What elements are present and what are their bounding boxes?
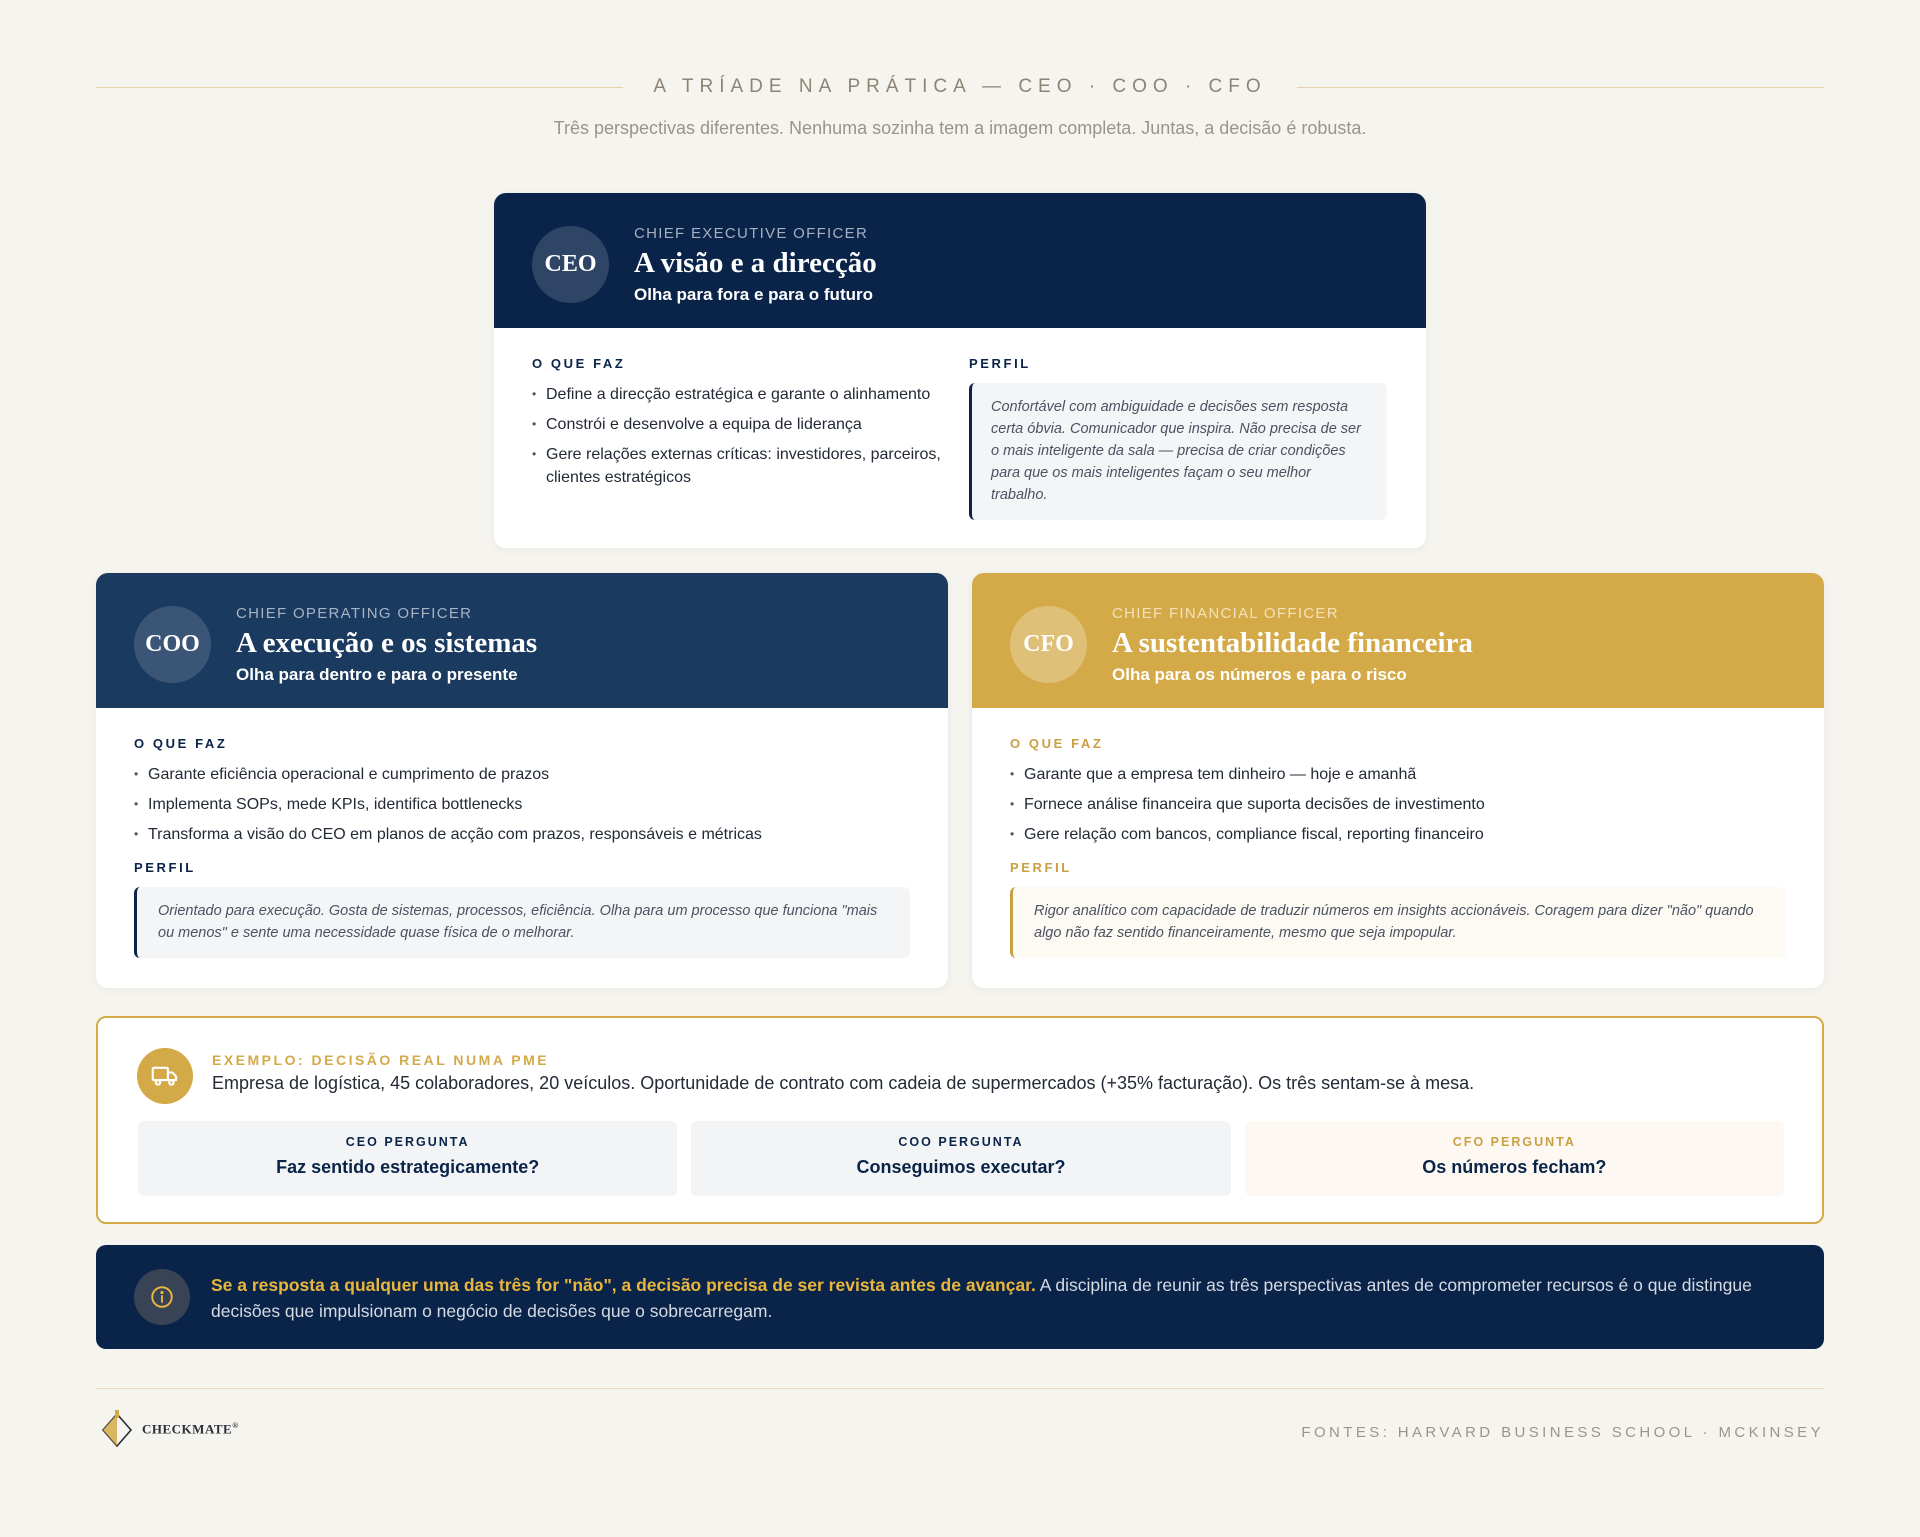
coo-header-text bbox=[236, 605, 537, 685]
list-item: • Garante que a empresa tem dinheiro — hoje e amanhã bbox=[1010, 763, 1786, 786]
coo-subtitle: Olha para dentro e para o presente bbox=[236, 664, 518, 684]
ceo-badge: CEO bbox=[532, 226, 609, 303]
coo-question-text: Conseguimos executar? bbox=[856, 1157, 1066, 1177]
coo-question-label: COO PERGUNTA bbox=[898, 1135, 1024, 1149]
ceo-does-section bbox=[532, 356, 942, 496]
coo-does-list bbox=[134, 763, 910, 846]
cfo-badge: CFO bbox=[1010, 606, 1087, 683]
list-item: • Fornece análise financeira que suporta decisões de investimento bbox=[1010, 793, 1786, 816]
note-box bbox=[96, 1245, 1824, 1349]
ceo-question-text: Faz sentido estrategicamente? bbox=[276, 1157, 540, 1177]
logo-text: CHECKMATE® bbox=[142, 1420, 239, 1437]
coo-card-header bbox=[96, 573, 948, 708]
ceo-card bbox=[494, 193, 1426, 548]
header-title-row bbox=[96, 76, 1824, 98]
ceo-does-list bbox=[532, 383, 942, 489]
list-item: • Garante eficiência operacional e cumprimento de prazos bbox=[134, 763, 910, 786]
coo-card-body bbox=[134, 708, 910, 958]
coo-card bbox=[96, 573, 948, 988]
ceo-does-label: O QUE FAZ bbox=[532, 356, 626, 371]
cfo-question-text: Os números fecham? bbox=[1422, 1157, 1607, 1177]
truck-icon bbox=[137, 1048, 193, 1104]
list-item: • Transforma a visão do CEO em planos de acção com prazos, responsáveis e métricas bbox=[134, 823, 910, 846]
ceo-profile-section bbox=[969, 356, 1387, 520]
coo-profile-quote: Orientado para execução. Gosta de sistemas, processos, eficiência. Olha para um processo que funciona "mais ou menos" e sente uma necessidade quase física de o melhorar. bbox=[134, 887, 910, 958]
example-box bbox=[96, 1016, 1824, 1224]
cfo-question-box bbox=[1245, 1121, 1784, 1196]
info-icon bbox=[134, 1269, 190, 1325]
list-item: • Implementa SOPs, mede KPIs, identifica bottlenecks bbox=[134, 793, 910, 816]
ceo-header-text bbox=[634, 225, 877, 305]
page bbox=[96, 0, 1824, 1537]
coo-does-label: O QUE FAZ bbox=[134, 736, 228, 751]
header-divider-right bbox=[1297, 87, 1824, 88]
ceo-profile-label: PERFIL bbox=[969, 356, 1031, 371]
header-divider-left bbox=[96, 87, 623, 88]
cfo-profile-label: PERFIL bbox=[1010, 860, 1072, 875]
note-text bbox=[211, 1272, 1791, 1324]
ceo-card-header bbox=[494, 193, 1426, 328]
cfo-role: CHIEF FINANCIAL OFFICER bbox=[1112, 605, 1339, 622]
cfo-card-header bbox=[972, 573, 1824, 708]
cfo-does-list bbox=[1010, 763, 1786, 846]
ceo-title: A visão e a direcção bbox=[634, 247, 877, 279]
sources-text: FONTES: HARVARD BUSINESS SCHOOL · MCKINSEY bbox=[1301, 1424, 1824, 1441]
example-text: Empresa de logística, 45 colaboradores, 20 veículos. Oportunidade de contrato com cadeia de supermercados (+35% facturação). Os três sentam-se à mesa. bbox=[212, 1073, 1475, 1093]
cfo-question-label: CFO PERGUNTA bbox=[1452, 1135, 1576, 1149]
list-item: • Constrói e desenvolve a equipa de liderança bbox=[532, 413, 942, 436]
cfo-card bbox=[972, 573, 1824, 988]
ceo-question-label: CEO PERGUNTA bbox=[345, 1135, 470, 1149]
ceo-question-box bbox=[138, 1121, 677, 1196]
header bbox=[96, 76, 1824, 139]
cfo-header-text bbox=[1112, 605, 1473, 685]
cfo-card-body bbox=[1010, 708, 1786, 958]
coo-role: CHIEF OPERATING OFFICER bbox=[236, 605, 473, 622]
coo-badge: COO bbox=[134, 606, 211, 683]
ceo-profile-quote: Confortável com ambiguidade e decisões sem resposta certa óbvia. Comunicador que inspira. Não precisa de ser o mais inteligente da sala — precisa de criar condições para que os mais inteligentes façam o seu melhor trabalho. bbox=[969, 383, 1387, 520]
cfo-title: A sustentabilidade financeira bbox=[1112, 627, 1473, 659]
cfo-subtitle: Olha para os números e para o risco bbox=[1112, 664, 1407, 684]
footer-logo bbox=[100, 1410, 239, 1448]
ceo-role: CHIEF EXECUTIVE OFFICER bbox=[634, 225, 869, 242]
coo-question-box bbox=[691, 1121, 1230, 1196]
page-subtitle: Três perspectivas diferentes. Nenhuma sozinha tem a imagem completa. Juntas, a decisão é robusta. bbox=[553, 118, 1367, 138]
example-label: EXEMPLO: DECISÃO REAL NUMA PME bbox=[212, 1052, 550, 1068]
page-title: A TRÍADE NA PRÁTICA — CEO · COO · CFO bbox=[653, 76, 1267, 97]
question-row bbox=[138, 1121, 1784, 1196]
footer-divider bbox=[96, 1388, 1824, 1389]
coo-profile-label: PERFIL bbox=[134, 860, 196, 875]
coo-title: A execução e os sistemas bbox=[236, 627, 538, 659]
ceo-card-body bbox=[494, 328, 1426, 548]
cfo-profile-quote: Rigor analítico com capacidade de traduzir números em insights accionáveis. Coragem para dizer "não" quando algo não faz sentido financeiramente, mesmo que seja impopular. bbox=[1010, 887, 1786, 958]
note-body-text: A disciplina de reunir as três perspectivas antes de comprometer recursos é o que distingue decisões que impulsionam o negócio de decisões que o sobrecarregam. bbox=[211, 1275, 1752, 1321]
list-item: • Gere relação com bancos, compliance fiscal, reporting financeiro bbox=[1010, 823, 1786, 846]
cfo-does-label: O QUE FAZ bbox=[1010, 736, 1104, 751]
ceo-subtitle: Olha para fora e para o futuro bbox=[634, 284, 873, 304]
list-item: • Gere relações externas críticas: investidores, parceiros, clientes estratégicos bbox=[532, 443, 942, 489]
note-strong-text: Se a resposta a qualquer uma das três for "não", a decisão precisa de ser revista antes de avançar. bbox=[211, 1275, 1036, 1295]
checkmate-logo-icon bbox=[100, 1410, 134, 1448]
list-item: • Define a direcção estratégica e garante o alinhamento bbox=[532, 383, 942, 406]
